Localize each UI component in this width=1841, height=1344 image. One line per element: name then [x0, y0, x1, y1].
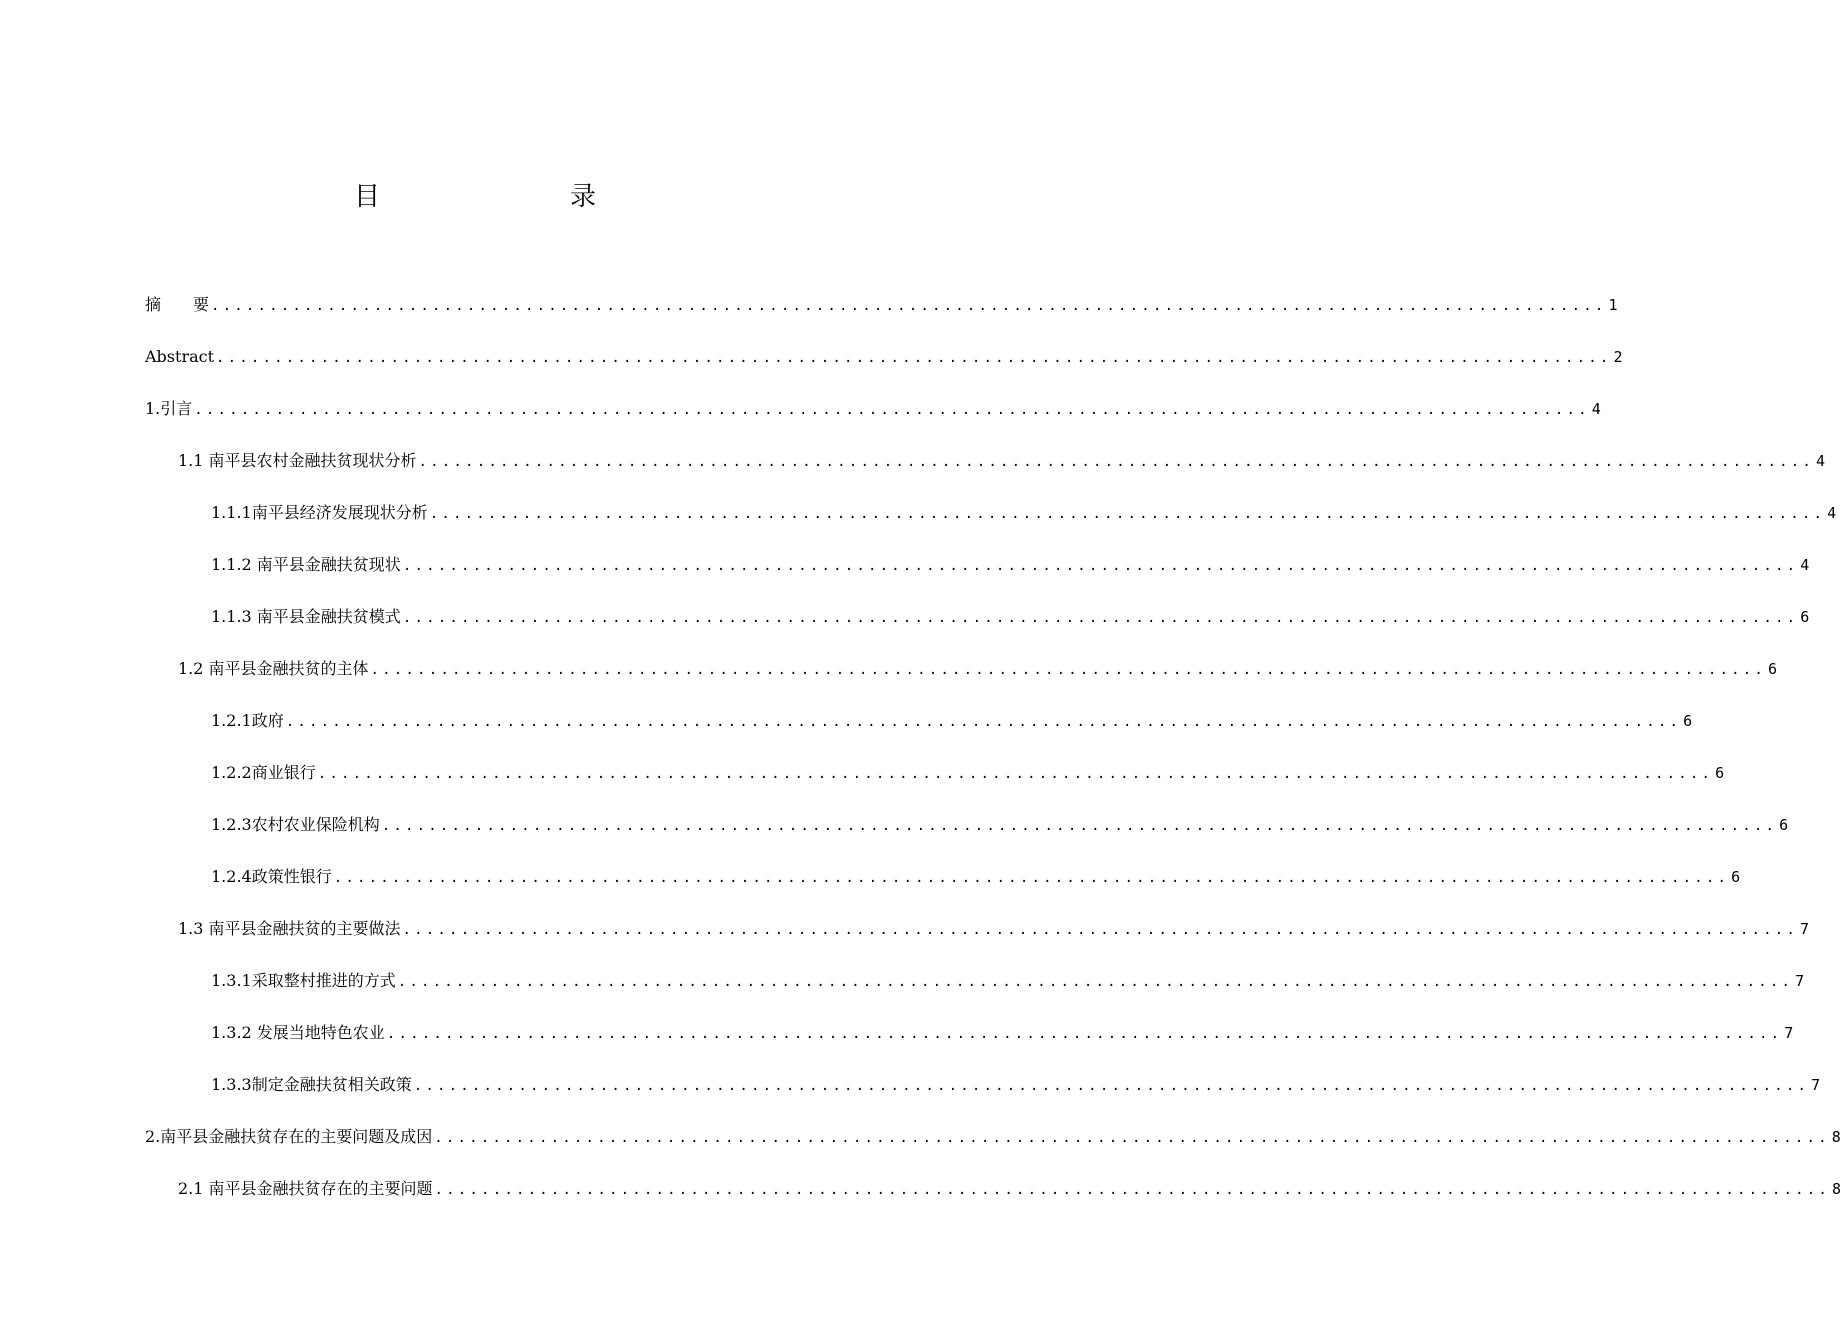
toc-entry-page: 7 — [1800, 920, 1810, 938]
toc-leader-dots: ........................................................................................................................ — [434, 1182, 1830, 1198]
toc-entry-page: 4 — [1827, 504, 1837, 522]
toc-entry-1-1[interactable] — [0, 435, 1826, 487]
toc-entry-text: 1.3.3制定金融扶贫相关政策 — [211, 1075, 412, 1094]
toc-entry-page: 6 — [1715, 764, 1725, 782]
toc-entry-1-3[interactable] — [0, 903, 1810, 955]
toc-entry-1-1-2[interactable] — [0, 539, 1810, 591]
toc-list — [0, 279, 1841, 1215]
toc-entry-page: 6 — [1800, 608, 1810, 626]
toc-entry-page: 4 — [1816, 452, 1826, 470]
toc-leader-dots: ........................................................................................................................ — [216, 350, 1612, 366]
toc-entry-text: 1.2.1政府 — [211, 711, 284, 730]
toc-entry-text: 1.3 南平县金融扶贫的主要做法 — [178, 919, 401, 938]
toc-entry-text: 1.1.2 南平县金融扶贫现状 — [211, 555, 401, 574]
toc-leader-dots: ........................................................................................................................ — [211, 298, 1607, 314]
toc-entry-1[interactable] — [0, 383, 1601, 435]
toc-leader-dots: ........................................................................................................................ — [413, 1078, 1810, 1094]
toc-leader-dots: ........................................................................................................................ — [402, 922, 1798, 938]
toc-entry-text: 1.3.1采取整村推进的方式 — [211, 971, 396, 990]
toc-leader-dots: ........................................................................................................................ — [381, 818, 1778, 834]
toc-leader-dots: ........................................................................................................................ — [317, 766, 1714, 782]
toc-entry-page: 6 — [1779, 816, 1789, 834]
toc-entry-page: 2 — [1613, 348, 1623, 366]
toc-leader-dots: ........................................................................................................................ — [397, 974, 1794, 990]
toc-entry-2-1[interactable] — [0, 1163, 1841, 1215]
toc-entry-1-1-1[interactable] — [0, 487, 1837, 539]
toc-entry-page: 4 — [1591, 400, 1601, 418]
toc-entry-text: Abstract — [145, 347, 215, 366]
toc-entry-1-3-3[interactable] — [0, 1059, 1821, 1111]
toc-leader-dots: ........................................................................................................................ — [402, 610, 1799, 626]
toc-entry-text: 1.1 南平县农村金融扶贫现状分析 — [178, 451, 417, 470]
toc-entry-1-3-2[interactable] — [0, 1007, 1794, 1059]
toc-entry-1-3-1[interactable] — [0, 955, 1805, 1007]
toc-entry-text: 1.引言 — [145, 399, 193, 418]
toc-entry-page: 8 — [1831, 1128, 1841, 1146]
toc-entry-page: 1 — [1608, 296, 1618, 314]
toc-entry-text: 1.2.2商业银行 — [211, 763, 316, 782]
toc-entry-1-2-1[interactable] — [0, 695, 1693, 747]
toc-entry-abstract-en[interactable] — [0, 331, 1623, 383]
toc-leader-dots: ........................................................................................................................ — [333, 870, 1730, 886]
toc-entry-page: 7 — [1795, 972, 1805, 990]
toc-entry-text: 2.南平县金融扶贫存在的主要问题及成因 — [145, 1127, 433, 1146]
toc-entry-text: 1.2.4政策性银行 — [211, 867, 332, 886]
toc-entry-text: 1.1.1南平县经济发展现状分析 — [211, 503, 428, 522]
toc-entry-page: 6 — [1731, 868, 1741, 886]
toc-leader-dots: ........................................................................................................................ — [370, 662, 1766, 678]
toc-leader-dots: ........................................................................................................................ — [418, 454, 1814, 470]
toc-entry-page: 6 — [1768, 660, 1778, 678]
toc-entry-1-1-3[interactable] — [0, 591, 1810, 643]
toc-entry-page: 4 — [1800, 556, 1810, 574]
toc-entry-2[interactable] — [0, 1111, 1841, 1163]
toc-entry-page: 7 — [1811, 1076, 1821, 1094]
toc-entry-page: 8 — [1832, 1180, 1841, 1198]
toc-entry-page: 7 — [1784, 1024, 1794, 1042]
toc-entry-page: 6 — [1683, 712, 1693, 730]
toc-entry-1-2-3[interactable] — [0, 799, 1789, 851]
toc-leader-dots: ........................................................................................................................ — [402, 558, 1799, 574]
toc-leader-dots: ........................................................................................................................ — [434, 1130, 1830, 1146]
toc-leader-dots: ........................................................................................................................ — [429, 506, 1826, 522]
toc-entry-text: 2.1 南平县金融扶贫存在的主要问题 — [178, 1179, 433, 1198]
toc-entry-text: 1.1.3 南平县金融扶贫模式 — [211, 607, 401, 626]
toc-entry-1-2-2[interactable] — [0, 747, 1725, 799]
toc-entry-text: 摘 要 — [145, 295, 210, 314]
toc-entry-1-2-4[interactable] — [0, 851, 1741, 903]
toc-leader-dots: ........................................................................................................................ — [285, 714, 1682, 730]
toc-entry-text: 1.2 南平县金融扶贫的主体 — [178, 659, 369, 678]
toc-entry-text: 1.3.2 发展当地特色农业 — [211, 1023, 385, 1042]
toc-leader-dots: ........................................................................................................................ — [194, 402, 1590, 418]
toc-entry-abstract-cn[interactable] — [0, 279, 1618, 331]
toc-entry-text: 1.2.3农村农业保险机构 — [211, 815, 380, 834]
toc-title: 目 录 — [353, 182, 642, 212]
toc-entry-1-2[interactable] — [0, 643, 1778, 695]
toc-leader-dots: ........................................................................................................................ — [386, 1026, 1783, 1042]
